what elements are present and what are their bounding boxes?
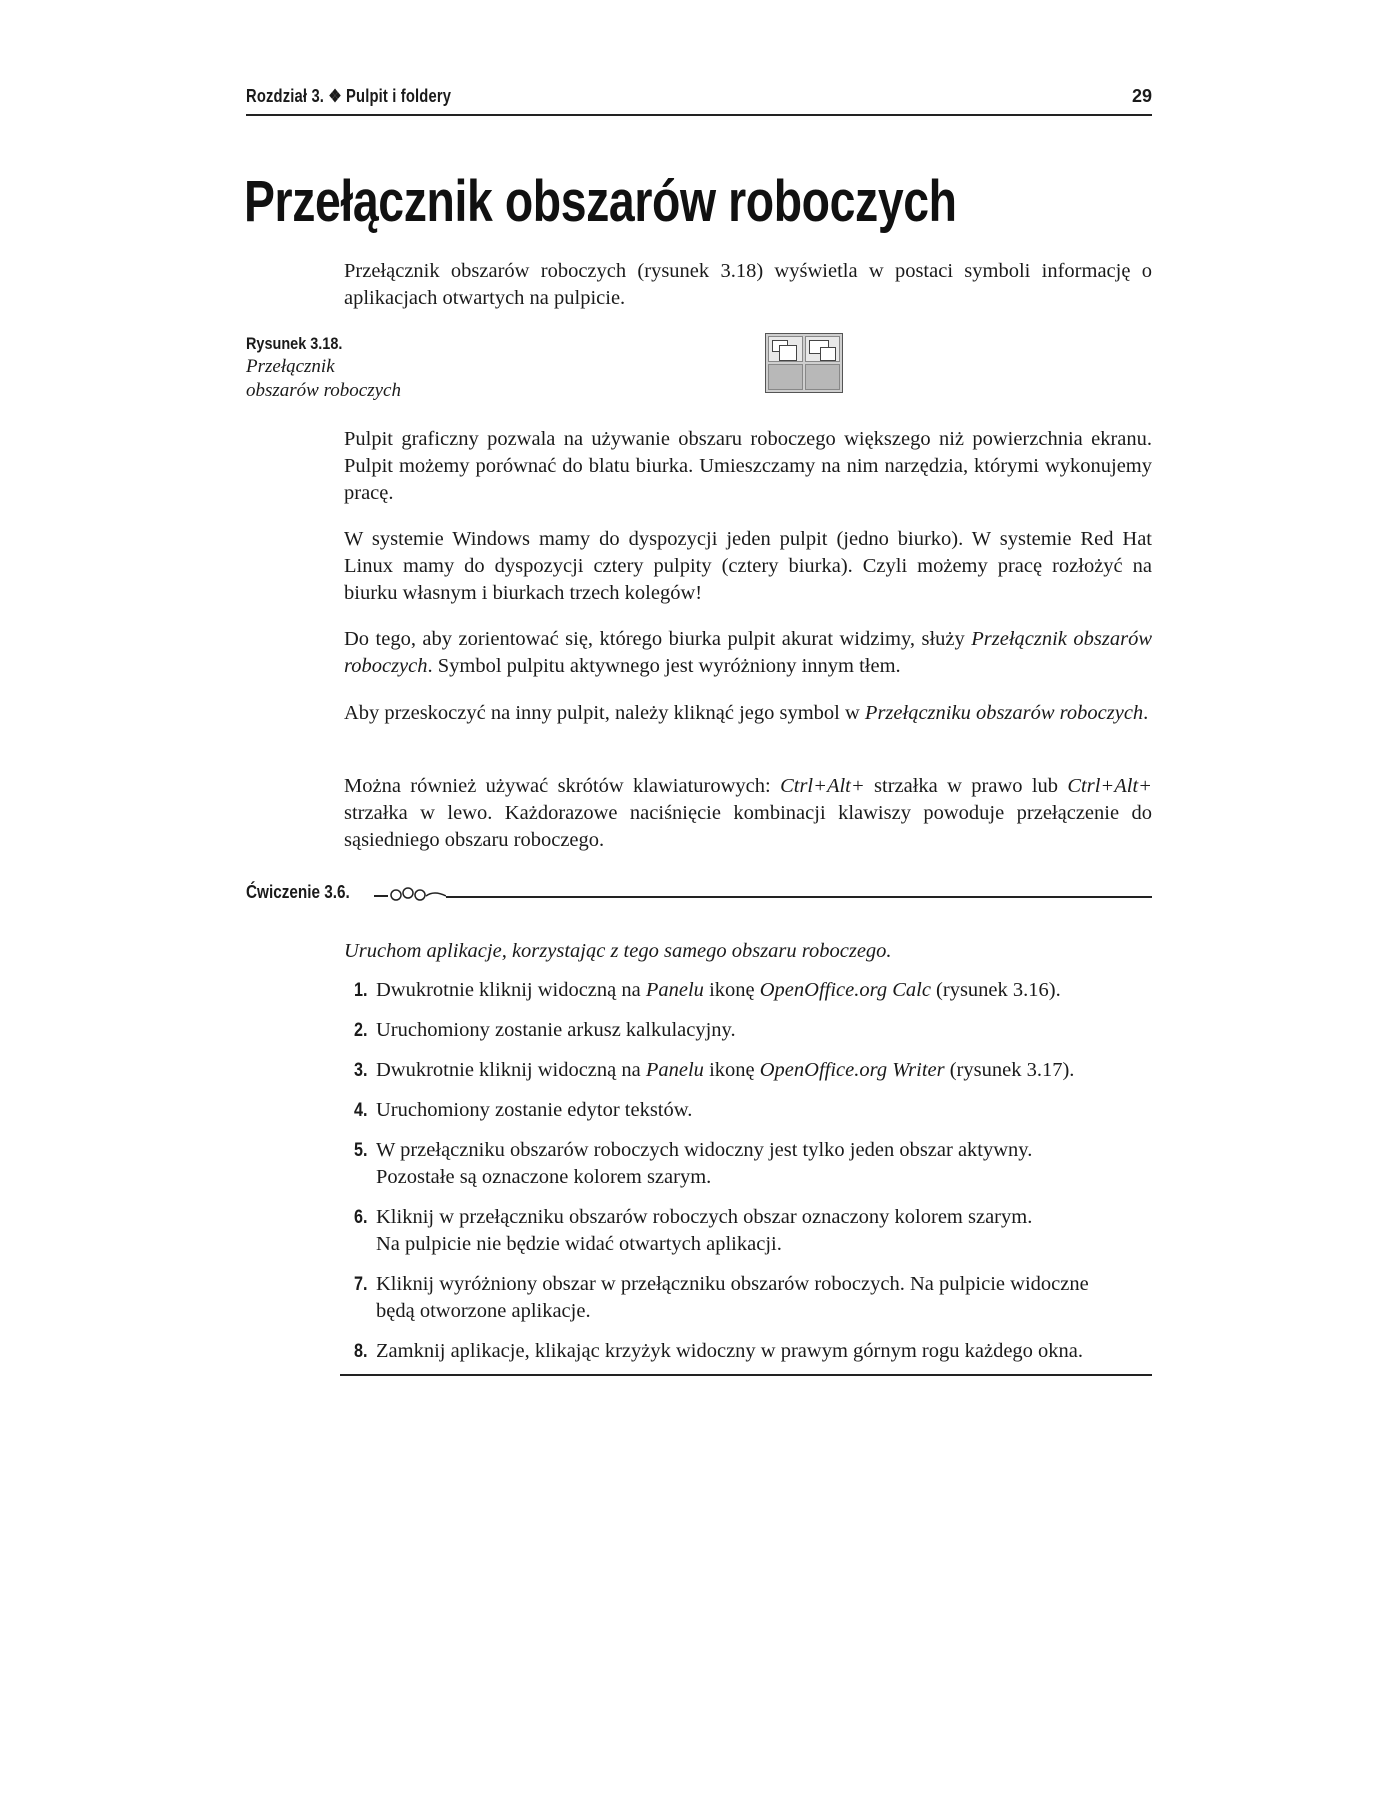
body-paragraph: Do tego, aby zorientować się, którego biurka pulpit akurat widzimy, służy Przełącznik obszarów roboczych. Symbol pulpitu aktywnego jest wyróżniony innym tłem. <box>344 628 1152 677</box>
step-1: 1. Dwukrotnie kliknij widoczną na Panelu ikonę OpenOffice.org Calc (rysunek 3.16). <box>354 979 1061 1001</box>
exercise-steps <box>344 977 1152 1378</box>
body-paragraph: Można również używać skrótów klawiaturowych: Ctrl+Alt+ strzałka w prawo lub Ctrl+Alt+ strzałka w lewo. Każdorazowe naciśnięcie kombinacji klawiszy powoduje przełączenie do sąsiedniego obszaru roboczego. <box>344 775 1152 851</box>
workspace-switcher-figure <box>765 333 843 393</box>
step-4: 4. Uruchomiony zostanie edytor tekstów. <box>354 1099 693 1121</box>
exercise-label: Ćwiczenie 3.6. <box>246 882 350 902</box>
workspace-inactive <box>805 364 840 390</box>
step-7: 7. Kliknij wyróżniony obszar w przełączniku obszarów roboczych. Na pulpicie widoczne będą otworzone aplikacje. <box>354 1273 1089 1322</box>
body-paragraph: Aby przeskoczyć na inny pulpit, należy kliknąć jego symbol w Przełączniku obszarów roboczych. <box>344 702 1149 724</box>
term-workspace-switcher: Przełącznik obszarów roboczych <box>344 628 1152 677</box>
workspace-active <box>805 336 840 362</box>
exercise-header <box>246 882 1152 906</box>
step-8: 8. Zamknij aplikacje, klikając krzyżyk widoczny w prawym górnym rogu każdego okna. <box>354 1340 1084 1362</box>
section-title: Przełącznik obszarów roboczych <box>244 169 957 234</box>
chapter-title: Rozdział 3. ❖ Pulpit i foldery <box>246 86 452 106</box>
body-paragraph: Pulpit graficzny pozwala na używanie obszaru roboczego większego niż powierzchnia ekranu. Pulpit możemy porównać do blatu biurka. Umieszczamy na nim narzędzia, którymi wykonujemy pracę. <box>344 428 1152 504</box>
exercise-rule <box>446 896 1152 898</box>
page-number: 29 <box>1131 86 1152 106</box>
intro-paragraph: Przełącznik obszarów roboczych (rysunek 3.18) wyświetla w postaci symboli informację o aplikacjach otwartych na pulpicie. <box>344 260 1152 309</box>
term-workspace-switcher: Przełączniku obszarów roboczych <box>864 702 1144 724</box>
workspace-active <box>768 336 803 362</box>
exercise-task: Uruchom aplikacje, korzystając z tego samego obszaru roboczego. <box>344 940 892 962</box>
figure-caption-line: obszarów roboczych <box>246 380 401 401</box>
body-paragraph: W systemie Windows mamy do dyspozycji jeden pulpit (jedno biurko). W systemie Red Hat Linux mamy do dyspozycji cztery pulpity (cztery biurka). Czyli możemy pracę rozłożyć na biurku własnym i biurkach trzech kolegów! <box>344 528 1152 604</box>
step-5: 5. W przełączniku obszarów roboczych widoczny jest tylko jeden obszar aktywny. Pozostałe są oznaczone kolorem szarym. <box>354 1139 1033 1188</box>
exercise-end-rule <box>340 1374 1152 1376</box>
running-header <box>246 84 1152 116</box>
figure-caption-line: Przełącznik <box>246 356 335 377</box>
step-3: 3. Dwukrotnie kliknij widoczną na Panelu ikonę OpenOffice.org Writer (rysunek 3.17). <box>354 1059 1075 1081</box>
figure-caption <box>246 333 446 403</box>
step-2: 2. Uruchomiony zostanie arkusz kalkulacyjny. <box>354 1019 736 1041</box>
workspace-inactive <box>768 364 803 390</box>
shortcut-text: Ctrl+Alt+ <box>780 775 865 797</box>
step-6: 6. Kliknij w przełączniku obszarów roboczych obszar oznaczony kolorem szarym. Na pulpicie nie będzie widać otwartych aplikacji. <box>354 1206 1033 1255</box>
figure-number: Rysunek 3.18. <box>246 334 343 353</box>
ornament-icon <box>374 886 446 902</box>
shortcut-text: Ctrl+Alt+ <box>1067 775 1152 797</box>
